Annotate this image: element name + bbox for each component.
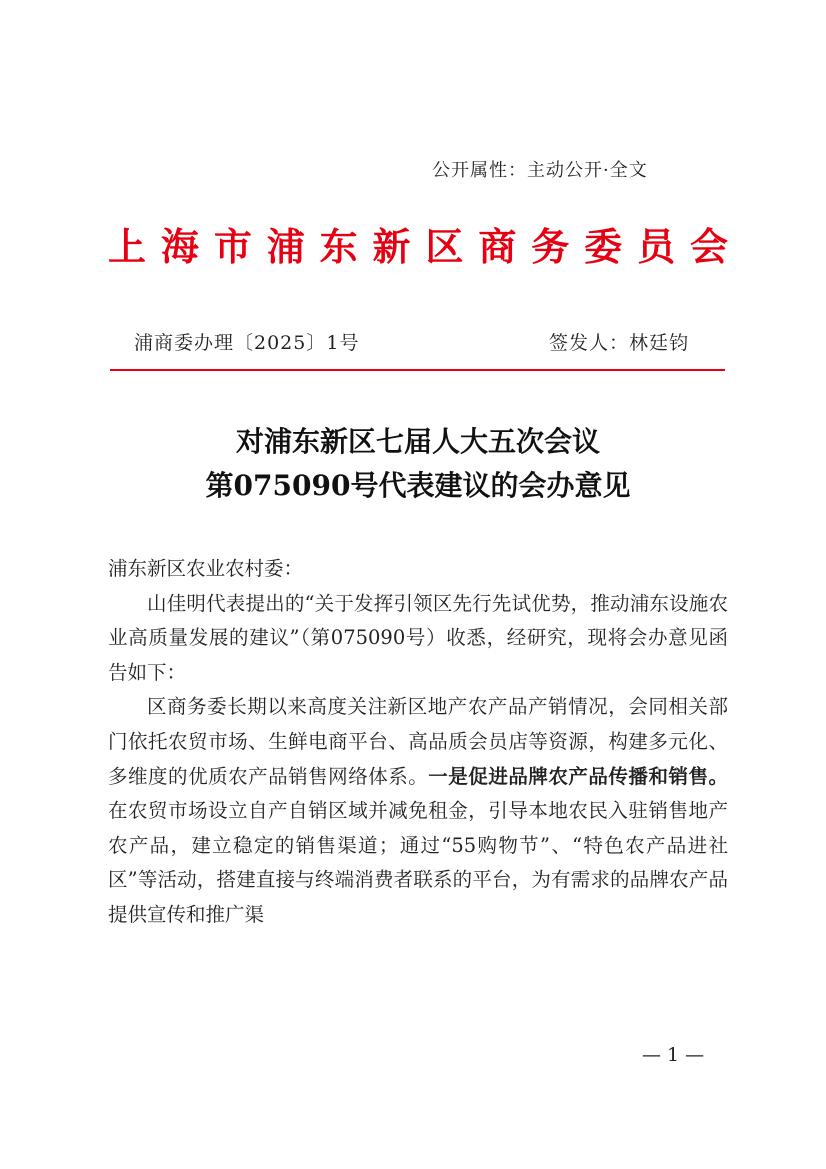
document-title-line-1: 对浦东新区七届人大五次会议	[235, 425, 600, 458]
body-paragraph-2	[108, 690, 728, 932]
page-number: — 1 —	[642, 1044, 705, 1066]
document-title	[108, 420, 728, 508]
organization-title: 上海市浦东新区商务委员会	[108, 224, 728, 269]
paragraph-2-intro: 区商务委长期以来高度关注新区地产农产品产销情况，会同相关部门依托农贸市场、生鲜电商平台、高品质会员店等资源，构建多元化、多维度的优质农产品销售网络体系。	[108, 695, 728, 788]
paragraph-2-heading: 一是促进品牌农产品传播和销售。	[428, 764, 728, 788]
document-number: 浦商委办理〔2025〕1号	[134, 332, 360, 354]
red-divider-line	[110, 369, 725, 371]
paragraph-2-rest: 在农贸市场设立自产自销区域并减免租金，引导本地农民入驻销售地产农产品，建立稳定的销售渠道；通过“55购物节”、“特色农产品进社区”等活动，搭建直接与终端消费者联系的平台，为有需求的品牌农产品提供宣传和推广渠	[108, 799, 728, 926]
salutation: 浦东新区农业农村委：	[108, 557, 304, 580]
disclosure-attribute: 公开属性：主动公开·全文	[432, 160, 648, 181]
body-paragraph-1: 山佳明代表提出的“关于发挥引领区先行先试优势，推动浦东设施农业高质量发展的建议”（第075090号）收悉，经研究，现将会办意见函告如下：	[108, 591, 728, 684]
document-body	[108, 552, 728, 933]
signer: 签发人：林廷钧	[549, 332, 690, 354]
document-title-line-2: 第075090号代表建议的会办意见	[205, 469, 631, 502]
